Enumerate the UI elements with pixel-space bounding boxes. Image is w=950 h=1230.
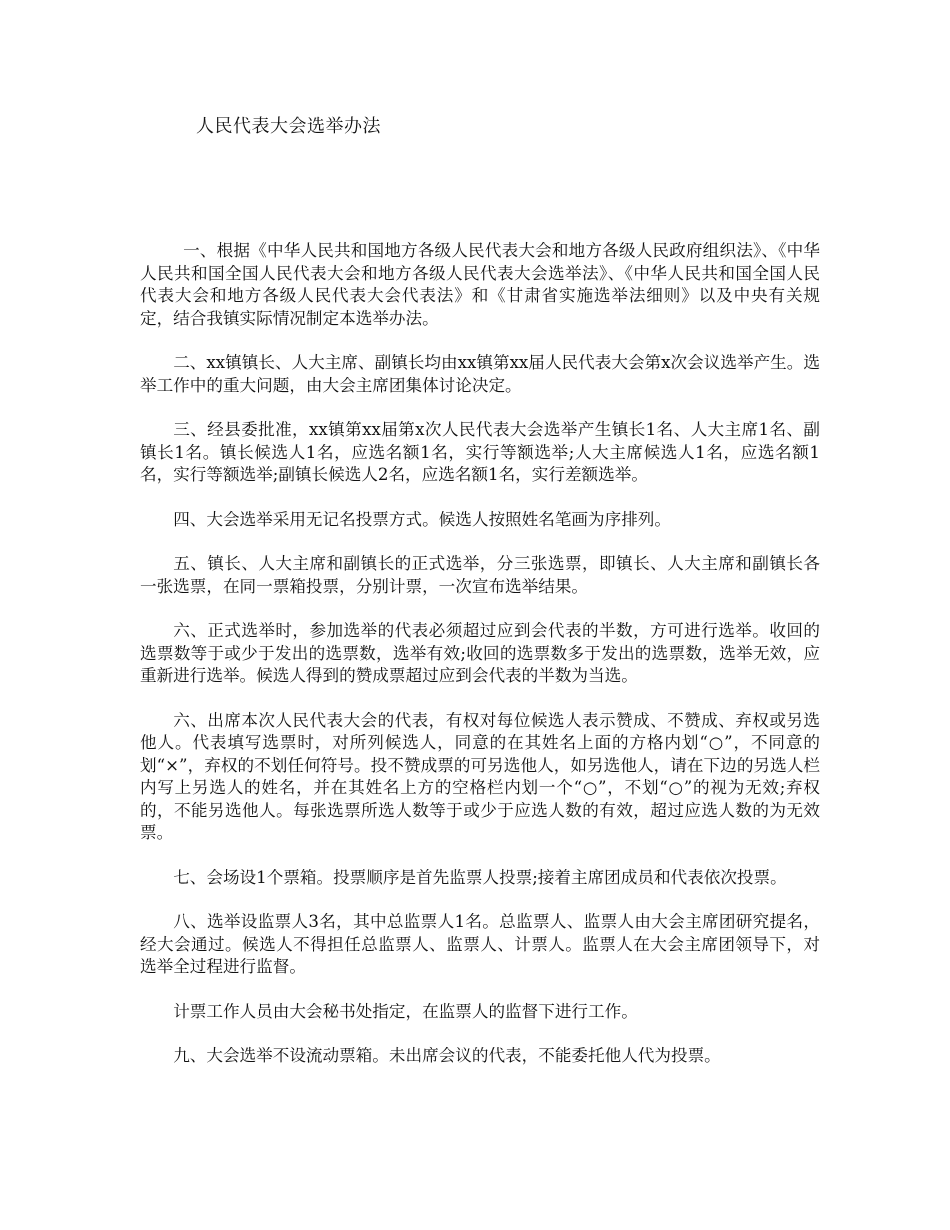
paragraph-8: 七、会场设1个票箱。投票顺序是首先监票人投票;接着主席团成员和代表依次投票。 [173, 867, 787, 887]
paragraph-10: 计票工作人员由大会秘书处指定，在监票人的监督下进行工作。 [173, 1001, 638, 1021]
paragraph-6: 六、正式选举时，参加选举的代表必须超过应到会代表的半数，方可进行选举。收回的选票数等于或少于发出的选票数，选举有效;收回的选票数多于发出的选票数，选举无效，应重新进行选举。候选人得到的赞成票超过应到会代表的半数为当选。 [140, 621, 820, 685]
paragraph-1: 一、根据《中华人民共和国地方各级人民代表大会和地方各级人民政府组织法》、《中华人民共和国全国人民代表大会和地方各级人民代表大会选举法》、《中华人民共和国全国人民代表大会和地方各级人民代表大会代表法》和《甘肃省实施选举法细则》以及中央有关规定，结合我镇实际情况制定本选举办法。 [140, 241, 820, 328]
paragraph-11: 九、大会选举不设流动票箱。未出席会议的代表，不能委托他人代为投票。 [173, 1046, 721, 1065]
paragraph-3: 三、经县委批准，xx镇第xx届第x次人民代表大会选举产生镇长1名、人大主席1名、副镇长1名。镇长候选人1名，应选名额1名，实行等额选举;人大主席候选人1名，应选名额1名，实行等额选举;副镇长候选人2名，应选名额1名，实行差额选举。 [140, 420, 820, 484]
paragraph-9: 八、选举设监票人3名，其中总监票人1名。总监票人、监票人由大会主席团研究提名，经大会通过。候选人不得担任总监票人、监票人、计票人。监票人在大会主席团领导下，对选举全过程进行监督。 [140, 912, 820, 976]
paragraph-7: 六、出席本次人民代表大会的代表，有权对每位候选人表示赞成、不赞成、弃权或另选他人。代表填写选票时，对所列候选人，同意的在其姓名上面的方格内划“○”，不同意的划“×”，弃权的不划任何符号。投不赞成票的可另选他人，如另选他人，请在下边的另选人栏内写上另选人的姓名，并在其姓名上方的空格栏内划一个“○”，不划“○”的视为无效;弃权的，不能另选他人。每张选票所选人数等于或少于应选人数的有效，超过应选人数的为无效票。 [140, 710, 820, 842]
document-title: 人民代表大会选举办法 [196, 116, 381, 137]
paragraph-4: 四、大会选举采用无记名投票方式。候选人按照姓名笔画为序排列。 [173, 509, 671, 529]
document-body [140, 240, 820, 1090]
paragraph-5: 五、镇长、人大主席和副镇长的正式选举，分三张选票，即镇长、人大主席和副镇长各一张选票，在同一票箱投票，分别计票，一次宣布选举结果。 [140, 554, 820, 596]
paragraph-2: 二、xx镇镇长、人大主席、副镇长均由xx镇第xx届人民代表大会第x次会议选举产生。选举工作中的重大问题，由大会主席团集体讨论决定。 [140, 353, 820, 395]
